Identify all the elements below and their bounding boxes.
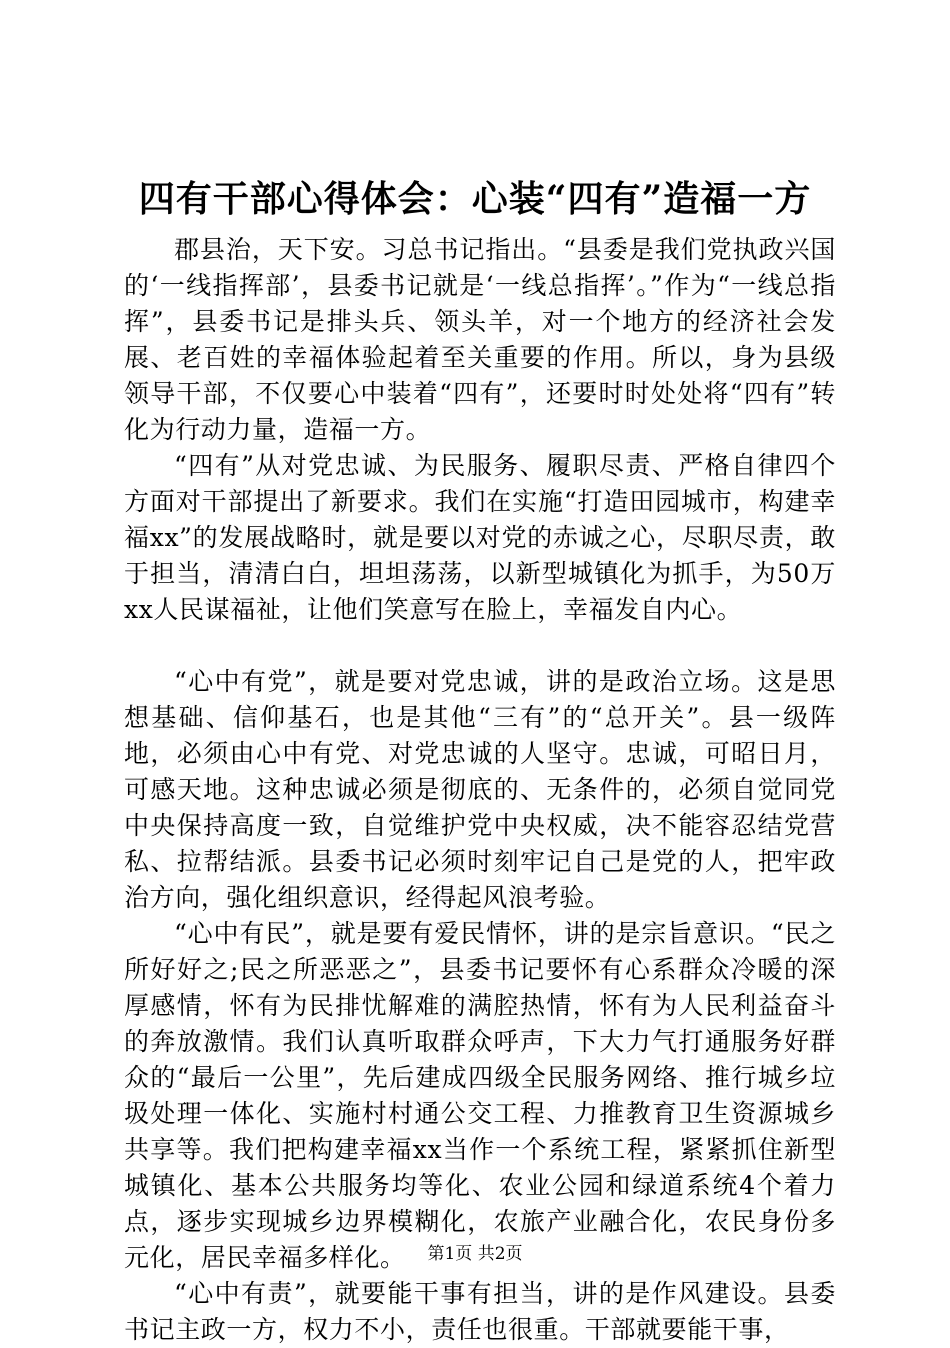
paragraph-people: “心中有民”，就是要有爱民情怀，讲的是宗旨意识。“民之所好好之;民之所恶恶之”，县委书记要怀有心系群众冷暖的深厚感情，怀有为民排忧解难的满腔热情，怀有为人民利益奋斗的奔放激情。我们认真听取群众呼声，下大力气打通服务好群众的“最后一公里”，先后建成四级全民服务网络、推行城乡垃圾处理一体化、实施村村通公交工程、力推教育卫生资源城乡共享等。我们把构建幸福xx当作一个系统工程，紧紧抓住新型城镇化、基本公共服务均等化、农业公园和绿道系统4个着力点，逐步实现城乡边界模糊化，农旅产业融合化，农民身份多元化，居民幸福多样化。 [124,919,836,1272]
document-title: 四有干部心得体会：心装“四有”造福一方 [138,178,812,220]
paragraph-responsibility: “心中有责”，就要能干事有担当，讲的是作风建设。县委书记主政一方，权力不小，责任也很重。干部就要能干事， [124,1279,836,1344]
page-number-footer: 第1页 共2页 [427,1244,523,1264]
paragraph-intro: 郡县治，天下安。习总书记指出。“县委是我们党执政兴国的‘一线指挥部’，县委书记就是‘一线总指挥’。”作为“一线总指挥”，县委书记是排头兵、领头羊，对一个地方的经济社会发展、老百姓的幸福体验起着至关重要的作用。所以，身为县级领导干部，不仅要心中装着“四有”，还要时时处处将“四有”转化为行动力量，造福一方。 [124,235,836,444]
paragraph-party: “心中有党”，就是要对党忠诚，讲的是政治立场。这是思想基础、信仰基石，也是其他“三有”的“总开关”。县一级阵地，必须由心中有党、对党忠诚的人坚守。忠诚，可昭日月，可感天地。这种忠诚必须是彻底的、无条件的，必须自觉同党中央保持高度一致，自觉维护党中央权威，决不能容忍结党营私、拉帮结派。县委书记必须时刻牢记自己是党的人，把牢政治方向，强化组织意识，经得起风浪考验。 [124,667,836,912]
paragraph-four-haves: “四有”从对党忠诚、为民服务、履职尽责、严格自律四个方面对干部提出了新要求。我们在实施“打造田园城市，构建幸福xx”的发展战略时，就是要以对党的赤诚之心，尽职尽责，敢于担当，清清白白，坦坦荡荡，以新型城镇化为抓手，为50万xx人民谋福祉，让他们笑意写在脸上，幸福发自内心。 [124,451,836,624]
document-body [124,232,836,1348]
